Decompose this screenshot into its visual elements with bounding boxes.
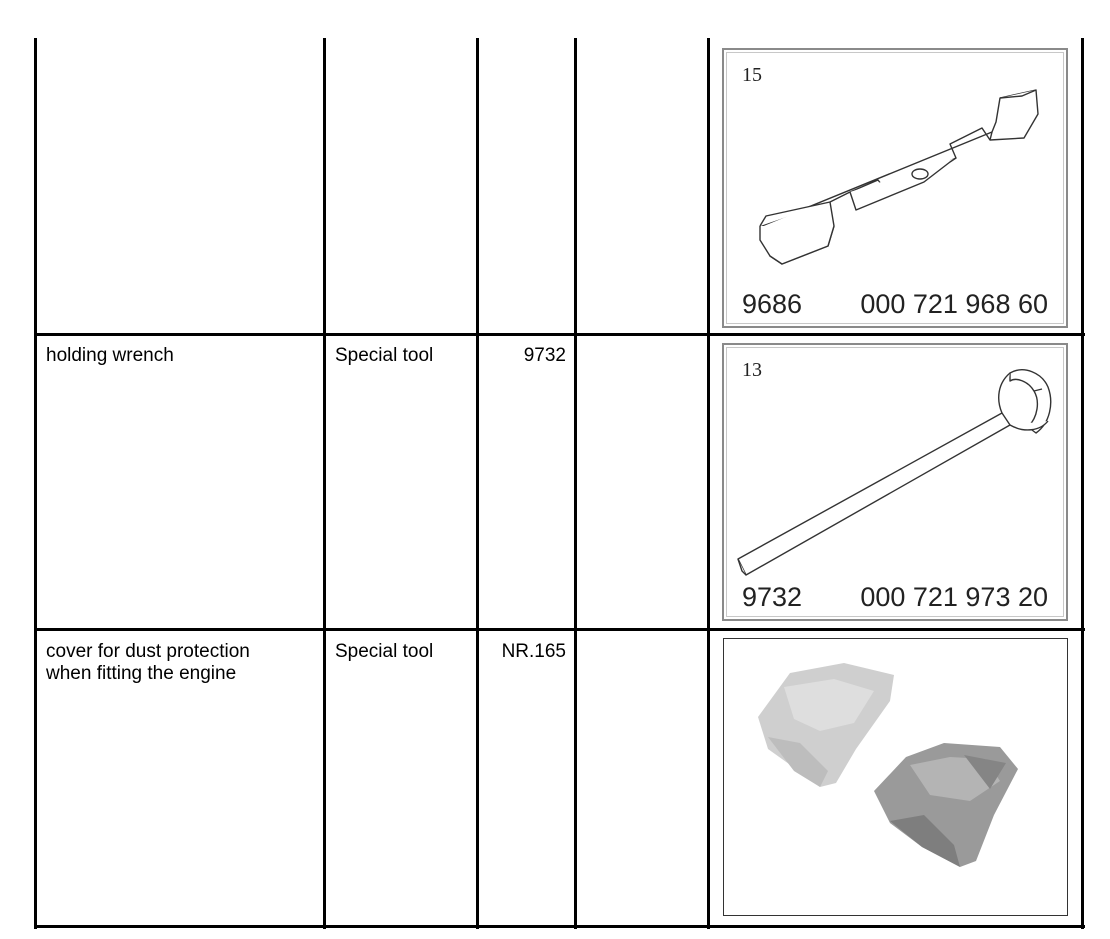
column-divider — [34, 38, 37, 929]
tool-code: 9686 — [742, 289, 803, 319]
row-divider — [35, 925, 1085, 928]
part-number: 000 721 968 60 — [860, 289, 1048, 319]
column-divider — [574, 38, 577, 929]
figure-number: 15 — [742, 64, 762, 86]
tool-code: 9732 — [742, 582, 803, 612]
column-divider — [476, 38, 479, 929]
locking-bar-icon — [724, 50, 1070, 330]
row-divider — [35, 628, 1085, 631]
column-divider — [1081, 38, 1084, 929]
tool-number: 9732 — [523, 345, 566, 366]
tool-image-frame — [723, 638, 1068, 916]
tool-type: Special tool — [335, 641, 434, 662]
row-divider — [35, 333, 1085, 336]
tool-image-frame — [722, 343, 1068, 621]
tool-description: cover for dust protection when fitting the engine — [46, 641, 250, 684]
tool-description: holding wrench — [46, 345, 174, 366]
tool-type: Special tool — [335, 345, 434, 366]
tool-number: NR.165 — [501, 641, 566, 662]
part-number: 000 721 973 20 — [860, 582, 1048, 612]
column-divider — [707, 38, 710, 929]
dust-cover-icon — [724, 639, 1069, 917]
figure-number: 13 — [742, 359, 762, 381]
column-divider — [323, 38, 326, 929]
tool-image-frame — [722, 48, 1068, 328]
